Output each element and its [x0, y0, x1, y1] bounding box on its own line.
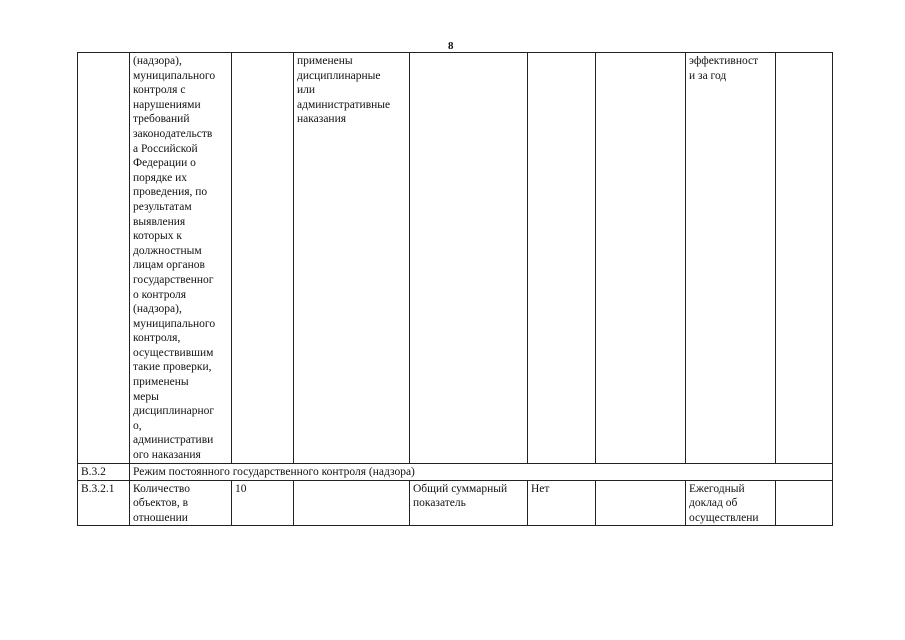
- table-cell: Количество объектов, в отношении: [130, 480, 232, 526]
- table-cell: [596, 53, 686, 464]
- table-cell: Общий суммарный показатель: [410, 480, 528, 526]
- table-cell: 10: [232, 480, 294, 526]
- section-heading-row: [78, 464, 833, 481]
- table-cell: [410, 53, 528, 464]
- table-cell: [596, 480, 686, 526]
- table-cell: эффективност и за год: [686, 53, 776, 464]
- page-number: 8: [448, 40, 454, 52]
- table-cell: [776, 480, 833, 526]
- table-cell: применены дисциплинарные или административные наказания: [294, 53, 410, 464]
- table-row: [78, 53, 833, 464]
- table-cell: Нет: [528, 480, 596, 526]
- section-code: В.3.2: [78, 464, 130, 481]
- table-cell: [294, 480, 410, 526]
- requirements-table: [77, 52, 833, 526]
- table-cell: [776, 53, 833, 464]
- table-cell: (надзора), муниципального контроля с нарушениями требований законодательств а Российской Федерации о порядке их проведения, по результатам выявления которых к должностным лицам органов государственног о контроля (надзора), муниципального контроля, осуществившим такие проверки, применены меры дисциплинарног о, административи ого наказания: [130, 53, 232, 464]
- table-cell: Ежегодный доклад об осуществлени: [686, 480, 776, 526]
- table-cell: В.3.2.1: [78, 480, 130, 526]
- table-cell: [528, 53, 596, 464]
- section-heading: Режим постоянного государственного контроля (надзора): [130, 464, 833, 481]
- table-row: [78, 480, 833, 526]
- table-cell: [232, 53, 294, 464]
- table-cell: [78, 53, 130, 464]
